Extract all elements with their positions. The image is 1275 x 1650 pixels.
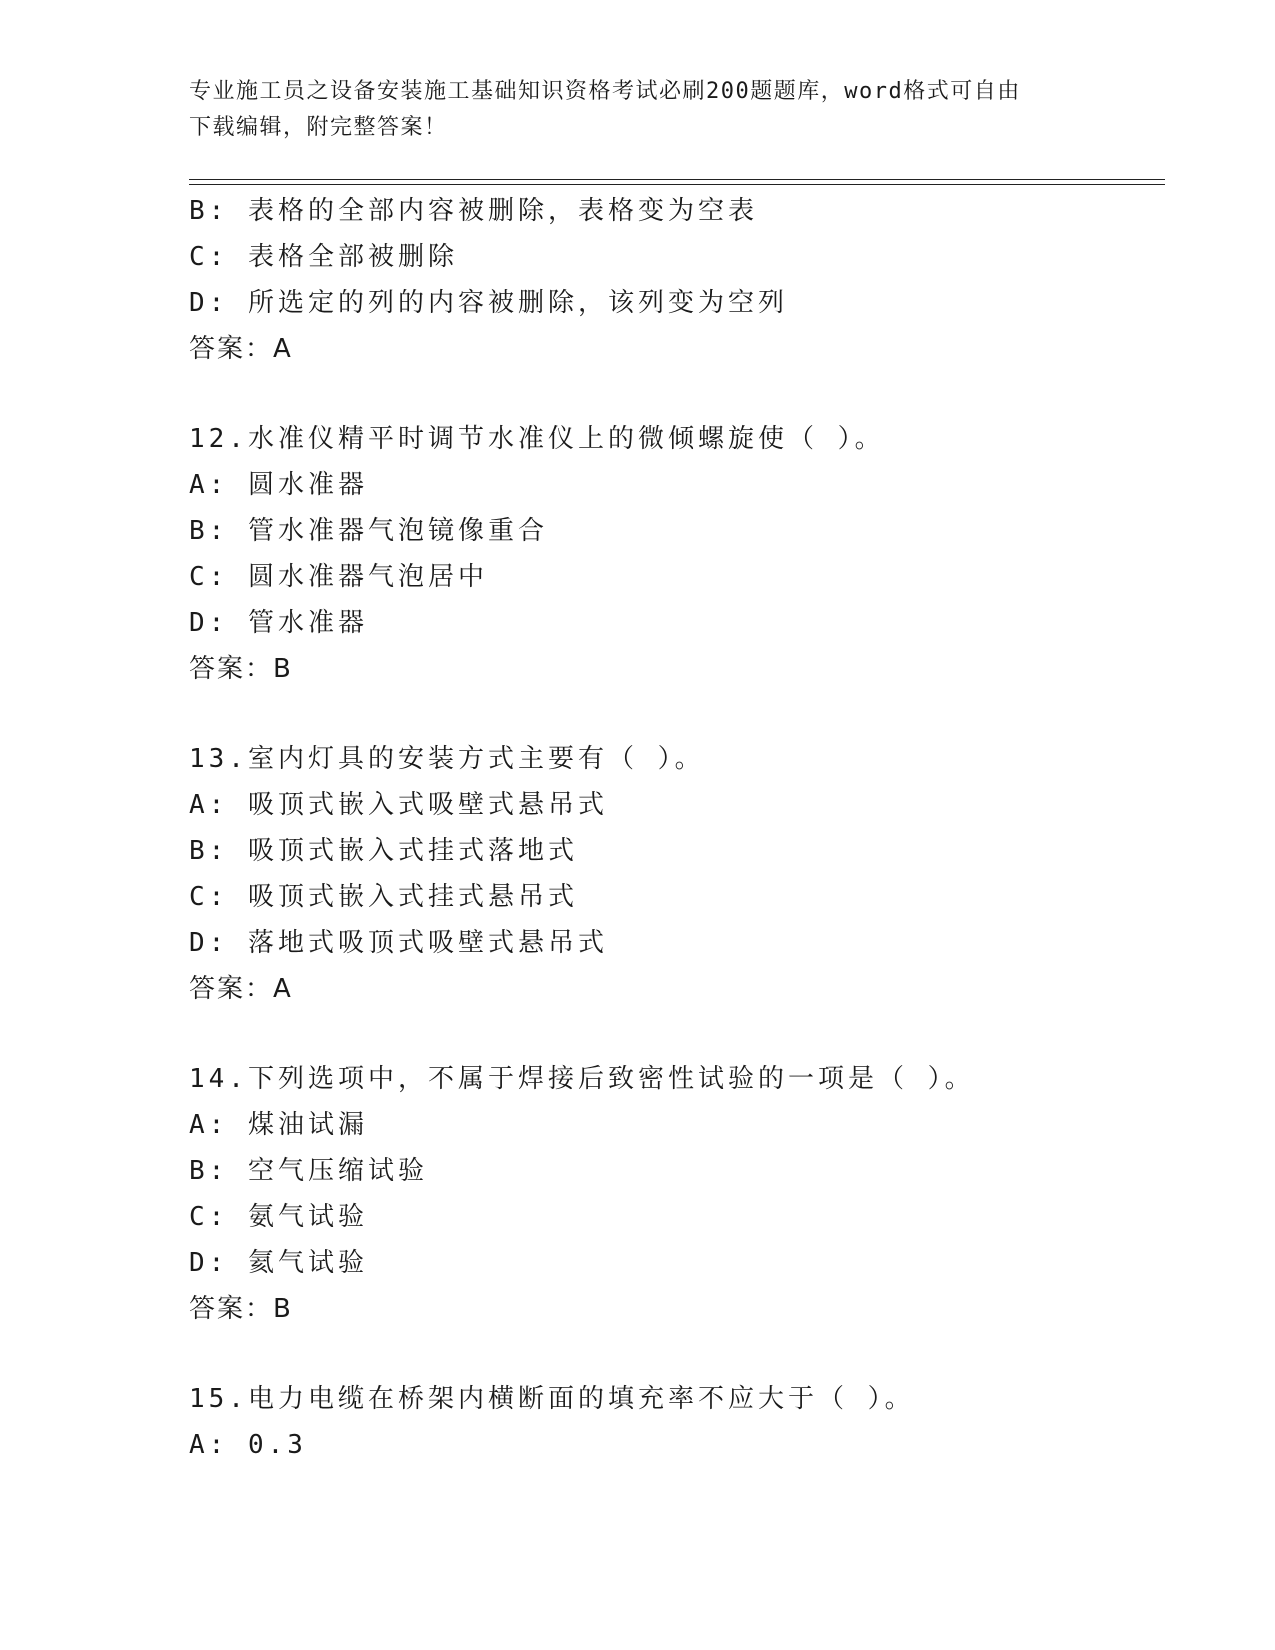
header-line-2: 下载编辑，附完整答案！ bbox=[189, 115, 448, 140]
option-b: B: 吸顶式嵌入式挂式落地式 bbox=[189, 836, 578, 866]
option-b: B: 表格的全部内容被删除，表格变为空表 bbox=[189, 196, 758, 226]
option-d: D: 氦气试验 bbox=[189, 1248, 368, 1278]
question-12 bbox=[189, 416, 1169, 692]
header-divider-top bbox=[189, 179, 1165, 180]
header-line-1: 专业施工员之设备安装施工基础知识资格考试必刷200题题库，word格式可自由 bbox=[189, 79, 1021, 104]
question-stem: 12.水准仪精平时调节水准仪上的微倾螺旋使（ ）。 bbox=[189, 424, 885, 454]
document-header bbox=[189, 74, 1089, 146]
option-d: D: 管水准器 bbox=[189, 608, 368, 638]
option-d: D: 落地式吸顶式吸壁式悬吊式 bbox=[189, 928, 608, 958]
question-11 bbox=[189, 188, 1169, 372]
question-15 bbox=[189, 1376, 1169, 1468]
option-b: B: 空气压缩试验 bbox=[189, 1156, 428, 1186]
option-a: A: 圆水准器 bbox=[189, 470, 368, 500]
question-stem: 14.下列选项中，不属于焊接后致密性试验的一项是（ ）。 bbox=[189, 1064, 975, 1094]
question-14 bbox=[189, 1056, 1169, 1332]
option-c: C: 表格全部被删除 bbox=[189, 242, 458, 272]
answer: 答案：A bbox=[189, 974, 293, 1004]
option-d: D: 所选定的列的内容被删除，该列变为空列 bbox=[189, 288, 788, 318]
option-c: C: 氨气试验 bbox=[189, 1202, 368, 1232]
option-c: C: 圆水准器气泡居中 bbox=[189, 562, 488, 592]
answer: 答案：B bbox=[189, 654, 293, 684]
question-stem: 13.室内灯具的安装方式主要有（ ）。 bbox=[189, 744, 705, 774]
answer: 答案：B bbox=[189, 1294, 293, 1324]
option-c: C: 吸顶式嵌入式挂式悬吊式 bbox=[189, 882, 578, 912]
option-b: B: 管水准器气泡镜像重合 bbox=[189, 516, 548, 546]
question-13 bbox=[189, 736, 1169, 1012]
option-a: A: 吸顶式嵌入式吸壁式悬吊式 bbox=[189, 790, 608, 820]
question-stem: 15.电力电缆在桥架内横断面的填充率不应大于（ ）。 bbox=[189, 1384, 915, 1414]
option-a: A: 煤油试漏 bbox=[189, 1110, 368, 1140]
answer: 答案：A bbox=[189, 334, 293, 364]
header-divider-bottom bbox=[189, 184, 1165, 185]
question-list bbox=[189, 188, 1169, 1468]
option-a: A: 0.3 bbox=[189, 1430, 307, 1460]
